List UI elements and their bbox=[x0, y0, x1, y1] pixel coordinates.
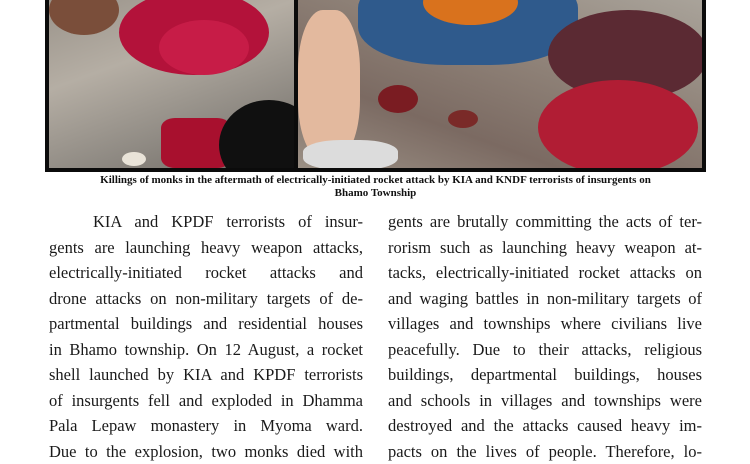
text-line: villages and townships where civilians live bbox=[388, 311, 702, 337]
article-column-left bbox=[49, 209, 363, 464]
article-column-right bbox=[388, 209, 702, 464]
text-line: partmental buildings and residential houses bbox=[49, 311, 363, 337]
text-line: rorism such as launching heavy weapon at- bbox=[388, 235, 702, 261]
caption-line-2: Bhamo Township bbox=[45, 187, 706, 200]
text-line: tacks, electrically-initiated rocket attacks on bbox=[388, 260, 702, 286]
text-line: and schools in villages and townships were bbox=[388, 388, 702, 414]
news-photo-left bbox=[49, 0, 294, 168]
text-line: destroyed and the attacks caused heavy im- bbox=[388, 413, 702, 439]
text-line: peacefully. Due to their attacks, religious bbox=[388, 337, 702, 363]
text-line: in Bhamo township. On 12 August, a rocket bbox=[49, 337, 363, 363]
text-line: and waging battles in non-military targets of bbox=[388, 286, 702, 312]
caption-line-1: Killings of monks in the aftermath of electrically-initiated rocket attack by KIA and KNDF terrorists of insurgents on bbox=[45, 174, 706, 187]
text-line: gents are brutally committing the acts of ter- bbox=[388, 209, 702, 235]
news-photo-right bbox=[298, 0, 702, 168]
text-line: electrically-initiated rocket attacks and bbox=[49, 260, 363, 286]
news-photo-frame bbox=[45, 0, 706, 172]
text-line: Due to the explosion, two monks died with bbox=[49, 439, 363, 464]
text-line: Pala Lepaw monastery in Myoma ward. bbox=[49, 413, 363, 439]
photo-caption bbox=[45, 174, 706, 200]
text-line: pacts on the lives of people. Therefore, lo- bbox=[388, 439, 702, 464]
text-line: KIA and KPDF terrorists of insur- bbox=[49, 209, 363, 235]
text-line: of insurgents fell and exploded in Dhamma bbox=[49, 388, 363, 414]
text-line: shell launched by KIA and KPDF terrorists bbox=[49, 362, 363, 388]
text-line: gents are launching heavy weapon attacks, bbox=[49, 235, 363, 261]
text-line: drone attacks on non-military targets of de- bbox=[49, 286, 363, 312]
text-line: buildings, departmental buildings, houses bbox=[388, 362, 702, 388]
